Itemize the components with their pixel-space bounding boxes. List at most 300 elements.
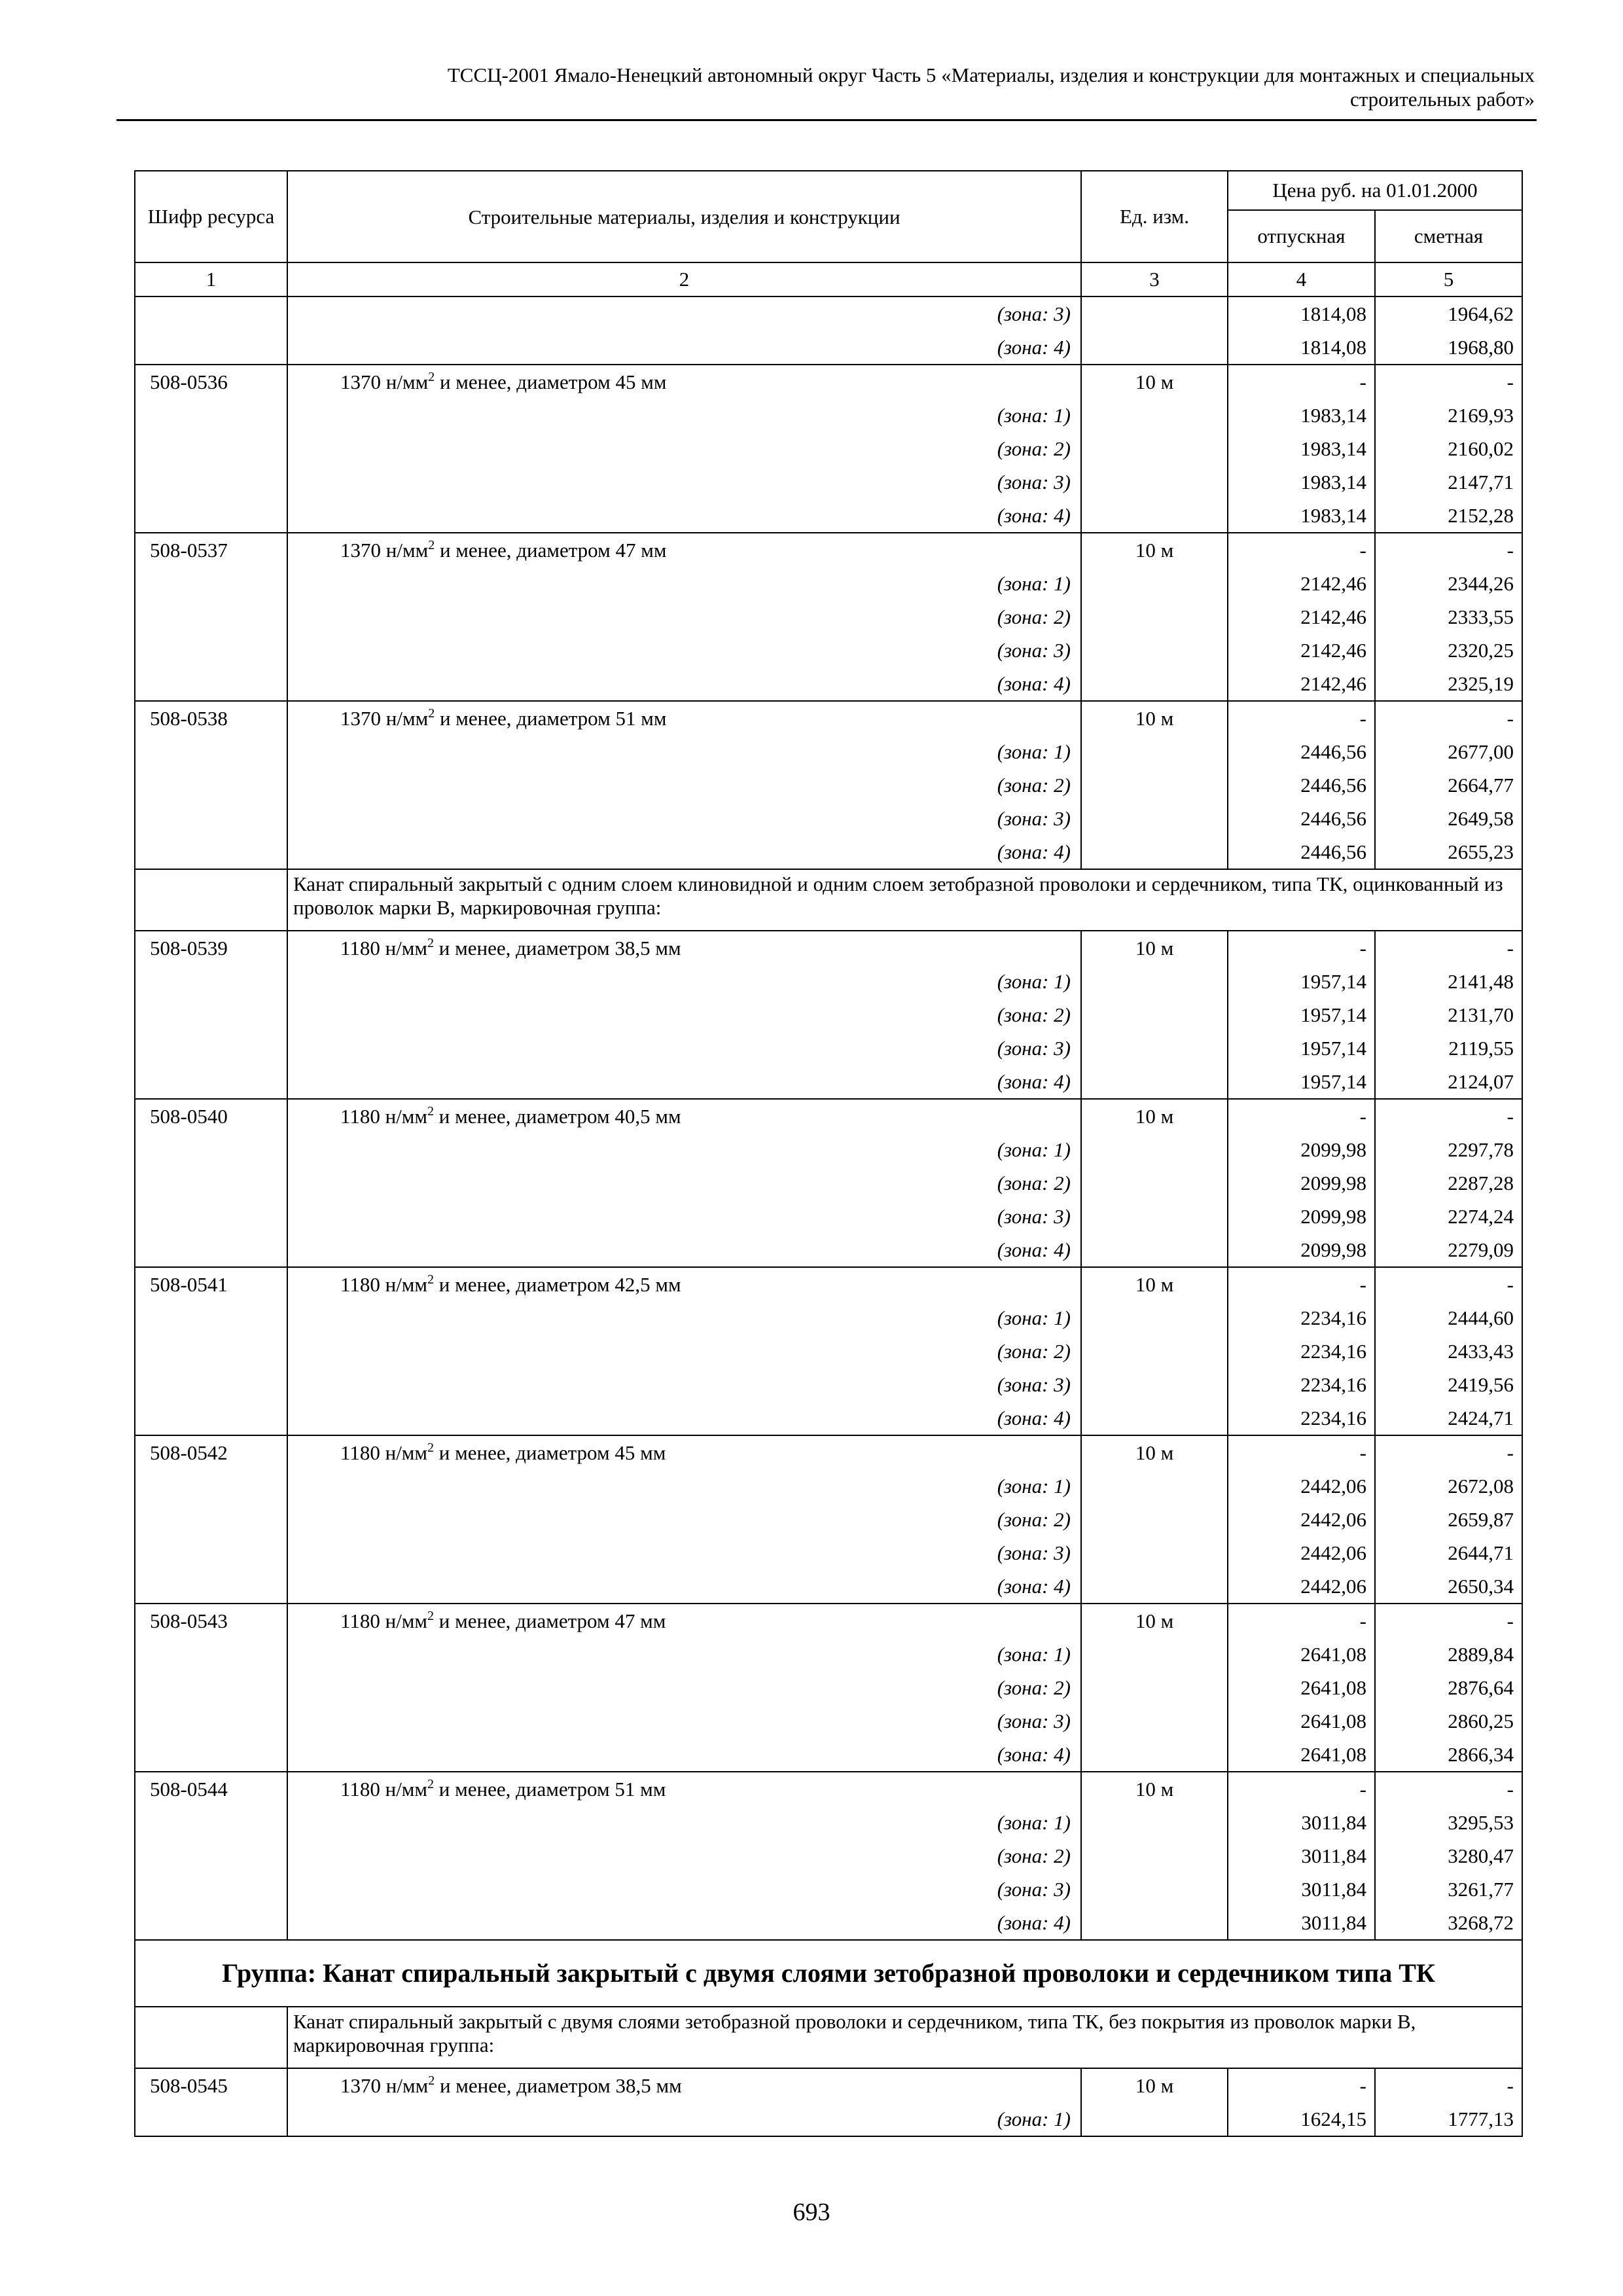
item-row (135, 2068, 1522, 2102)
item-name-diameter: и менее, диаметром 47 мм (434, 1609, 666, 1632)
estimate-price: 2274,24 (1375, 1200, 1522, 1233)
zone-label: (зона: 4) (287, 499, 1081, 533)
code-cell (135, 1704, 287, 1738)
estimate-price: 1777,13 (1375, 2102, 1522, 2136)
zone-row (135, 1806, 1522, 1839)
release-price: - (1228, 931, 1375, 965)
release-price: 1957,14 (1228, 1065, 1375, 1099)
release-price: 2641,08 (1228, 1638, 1375, 1671)
resource-code: 508-0536 (135, 365, 287, 399)
item-name-superscript: 2 (427, 1441, 435, 1455)
zone-row (135, 1200, 1522, 1233)
code-cell (135, 1031, 287, 1065)
unit-cell (1081, 1839, 1228, 1873)
release-price: 2641,08 (1228, 1671, 1375, 1704)
code-cell (135, 802, 287, 835)
release-price: 2142,46 (1228, 567, 1375, 600)
release-price: 2442,06 (1228, 1536, 1375, 1570)
unit-cell (1081, 1671, 1228, 1704)
header-release-price: отпускная (1228, 210, 1375, 262)
release-price: - (1228, 1604, 1375, 1638)
release-price: 2142,46 (1228, 634, 1375, 667)
header-col-number: 5 (1375, 262, 1522, 296)
resource-code: 508-0544 (135, 1772, 287, 1806)
zone-row (135, 465, 1522, 499)
zone-label: (зона: 1) (287, 399, 1081, 432)
code-cell (135, 2007, 287, 2068)
section-description: Канат спиральный закрытый с одним слоем клиновидной и одним слоем зетобразной проволоки и сердечником, типа ТК, оцинкованный из проволок марки В, маркировочная группа: (287, 869, 1522, 931)
zone-row (135, 634, 1522, 667)
zone-label: (зона: 2) (287, 1335, 1081, 1368)
item-name-superscript: 2 (428, 706, 435, 721)
estimate-price: 2424,71 (1375, 1401, 1522, 1435)
code-cell (135, 1671, 287, 1704)
estimate-price: 2320,25 (1375, 634, 1522, 667)
zone-label: (зона: 3) (287, 1536, 1081, 1570)
code-cell (135, 1065, 287, 1099)
estimate-price: 2866,34 (1375, 1738, 1522, 1772)
unit-cell (1081, 600, 1228, 634)
item-name-strength: 1370 н/мм (340, 707, 429, 730)
release-price: 2442,06 (1228, 1570, 1375, 1604)
unit-cell (1081, 465, 1228, 499)
item-name (287, 1435, 1081, 1469)
code-cell (135, 600, 287, 634)
unit-cell (1081, 296, 1228, 331)
zone-row (135, 331, 1522, 365)
release-price: - (1228, 365, 1375, 399)
release-price: 2142,46 (1228, 600, 1375, 634)
running-header (118, 63, 1535, 111)
item-name-superscript: 2 (428, 2073, 435, 2088)
estimate-price: - (1375, 931, 1522, 965)
unit-of-measure: 10 м (1081, 701, 1228, 735)
resource-code: 508-0537 (135, 533, 287, 567)
zone-row (135, 600, 1522, 634)
zone-row (135, 1873, 1522, 1906)
estimate-price: - (1375, 1267, 1522, 1301)
header-col-number: 2 (287, 262, 1081, 296)
unit-cell (1081, 1469, 1228, 1503)
code-cell (135, 1738, 287, 1772)
unit-cell (1081, 1368, 1228, 1401)
item-row (135, 1099, 1522, 1133)
release-price: 3011,84 (1228, 1806, 1375, 1839)
estimate-price: - (1375, 701, 1522, 735)
page-number: 693 (793, 2198, 830, 2226)
zone-label: (зона: 2) (287, 998, 1081, 1031)
zone-row (135, 735, 1522, 768)
estimate-price: 3261,77 (1375, 1873, 1522, 1906)
estimate-price: 2119,55 (1375, 1031, 1522, 1065)
zone-row (135, 1335, 1522, 1368)
zone-label: (зона: 2) (287, 1503, 1081, 1536)
zone-label: (зона: 3) (287, 1200, 1081, 1233)
header-col-number: 1 (135, 262, 287, 296)
estimate-price: - (1375, 1772, 1522, 1806)
item-name-strength: 1180 н/мм (340, 1441, 428, 1464)
code-cell (135, 1638, 287, 1671)
estimate-price: 2419,56 (1375, 1368, 1522, 1401)
estimate-price: - (1375, 1604, 1522, 1638)
zone-label: (зона: 1) (287, 1301, 1081, 1335)
unit-cell (1081, 802, 1228, 835)
section-row (135, 2007, 1522, 2068)
resource-code: 508-0545 (135, 2068, 287, 2102)
zone-label: (зона: 2) (287, 1671, 1081, 1704)
item-name-strength: 1370 н/мм (340, 539, 429, 562)
item-name (287, 365, 1081, 399)
unit-of-measure: 10 м (1081, 1772, 1228, 1806)
release-price: 1983,14 (1228, 432, 1375, 465)
code-cell (135, 1839, 287, 1873)
price-table-header (135, 171, 1522, 296)
code-cell (135, 432, 287, 465)
estimate-price: 2169,93 (1375, 399, 1522, 432)
zone-row (135, 499, 1522, 533)
code-cell (135, 296, 287, 331)
resource-code: 508-0541 (135, 1267, 287, 1301)
item-row (135, 1267, 1522, 1301)
release-price: 2442,06 (1228, 1503, 1375, 1536)
estimate-price: 2279,09 (1375, 1233, 1522, 1267)
unit-cell (1081, 1806, 1228, 1839)
item-row (135, 1772, 1522, 1806)
resource-code: 508-0538 (135, 701, 287, 735)
item-name-strength: 1180 н/мм (340, 937, 428, 960)
header-name: Строительные материалы, изделия и конструкции (287, 171, 1081, 262)
code-cell (135, 835, 287, 869)
item-row (135, 701, 1522, 735)
release-price: 1983,14 (1228, 499, 1375, 533)
release-price: 2099,98 (1228, 1200, 1375, 1233)
zone-label: (зона: 3) (287, 1031, 1081, 1065)
code-cell (135, 1166, 287, 1200)
estimate-price: 2124,07 (1375, 1065, 1522, 1099)
release-price: 3011,84 (1228, 1873, 1375, 1906)
item-row (135, 1604, 1522, 1638)
code-cell (135, 1133, 287, 1166)
estimate-price: 2287,28 (1375, 1166, 1522, 1200)
release-price: 2446,56 (1228, 802, 1375, 835)
zone-label: (зона: 3) (287, 634, 1081, 667)
estimate-price: 2344,26 (1375, 567, 1522, 600)
zone-row (135, 1233, 1522, 1267)
group-title: Группа: Канат спиральный закрытый с двумя слоями зетобразной проволоки и сердечником типа ТК (135, 1940, 1522, 2007)
unit-cell (1081, 965, 1228, 998)
header-col-number: 4 (1228, 262, 1375, 296)
estimate-price: - (1375, 2068, 1522, 2102)
unit-of-measure: 10 м (1081, 931, 1228, 965)
item-name-diameter: и менее, диаметром 40,5 мм (434, 1105, 681, 1128)
zone-row (135, 1301, 1522, 1335)
zone-row (135, 1469, 1522, 1503)
release-price: 1983,14 (1228, 465, 1375, 499)
item-name (287, 2068, 1081, 2102)
estimate-price: 2160,02 (1375, 432, 1522, 465)
item-name (287, 1267, 1081, 1301)
zone-label: (зона: 4) (287, 835, 1081, 869)
unit-of-measure: 10 м (1081, 1604, 1228, 1638)
code-cell (135, 667, 287, 701)
zone-label: (зона: 1) (287, 567, 1081, 600)
estimate-price: 2325,19 (1375, 667, 1522, 701)
unit-cell (1081, 1570, 1228, 1604)
unit-cell (1081, 1873, 1228, 1906)
code-cell (135, 768, 287, 802)
estimate-price: - (1375, 533, 1522, 567)
zone-row (135, 998, 1522, 1031)
code-cell (135, 1806, 287, 1839)
unit-cell (1081, 499, 1228, 533)
zone-row (135, 835, 1522, 869)
item-name-superscript: 2 (427, 1777, 435, 1791)
running-header-line-2: строительных работ» (1349, 88, 1535, 111)
estimate-price: 3268,72 (1375, 1906, 1522, 1940)
zone-label: (зона: 3) (287, 296, 1081, 331)
item-name-diameter: и менее, диаметром 42,5 мм (434, 1273, 681, 1296)
estimate-price: 2444,60 (1375, 1301, 1522, 1335)
estimate-price: 2659,87 (1375, 1503, 1522, 1536)
estimate-price: 2141,48 (1375, 965, 1522, 998)
item-name-strength: 1370 н/мм (340, 370, 429, 393)
release-price: 3011,84 (1228, 1906, 1375, 1940)
unit-cell (1081, 331, 1228, 365)
zone-row (135, 1671, 1522, 1704)
code-cell (135, 499, 287, 533)
zone-row (135, 1503, 1522, 1536)
item-name (287, 701, 1081, 735)
release-price: 2234,16 (1228, 1301, 1375, 1335)
zone-label: (зона: 4) (287, 331, 1081, 365)
running-header-line-1: ТССЦ-2001 Ямало-Ненецкий автономный округ Часть 5 «Материалы, изделия и конструкции для монтажных и специальных (447, 63, 1535, 86)
code-cell (135, 465, 287, 499)
unit-of-measure: 10 м (1081, 1267, 1228, 1301)
release-price: 2099,98 (1228, 1133, 1375, 1166)
resource-code: 508-0543 (135, 1604, 287, 1638)
release-price: 2446,56 (1228, 735, 1375, 768)
code-cell (135, 1536, 287, 1570)
release-price: 2442,06 (1228, 1469, 1375, 1503)
estimate-price: 2433,43 (1375, 1335, 1522, 1368)
zone-label: (зона: 1) (287, 965, 1081, 998)
item-name-strength: 1180 н/мм (340, 1778, 428, 1801)
estimate-price: 2152,28 (1375, 499, 1522, 533)
zone-label: (зона: 1) (287, 1806, 1081, 1839)
unit-cell (1081, 432, 1228, 465)
release-price: 1957,14 (1228, 998, 1375, 1031)
price-table-body (135, 296, 1522, 2136)
zone-row (135, 1031, 1522, 1065)
unit-of-measure: 10 м (1081, 533, 1228, 567)
section-row (135, 869, 1522, 931)
zone-label: (зона: 4) (287, 1570, 1081, 1604)
header-col-number: 3 (1081, 262, 1228, 296)
code-cell (135, 1301, 287, 1335)
release-price: 2099,98 (1228, 1233, 1375, 1267)
unit-cell (1081, 1133, 1228, 1166)
item-name (287, 931, 1081, 965)
zone-label: (зона: 3) (287, 1873, 1081, 1906)
code-cell (135, 399, 287, 432)
zone-label: (зона: 2) (287, 1839, 1081, 1873)
release-price: 2234,16 (1228, 1335, 1375, 1368)
zone-row (135, 667, 1522, 701)
release-price: - (1228, 1772, 1375, 1806)
zone-row (135, 1906, 1522, 1940)
zone-label: (зона: 3) (287, 802, 1081, 835)
zone-label: (зона: 1) (287, 2102, 1081, 2136)
unit-cell (1081, 1536, 1228, 1570)
zone-row (135, 432, 1522, 465)
zone-row (135, 1166, 1522, 1200)
release-price: - (1228, 1435, 1375, 1469)
price-table (134, 170, 1523, 2137)
item-name-superscript: 2 (428, 370, 435, 384)
release-price: 2446,56 (1228, 768, 1375, 802)
header-price: Цена руб. на 01.01.2000 (1228, 171, 1522, 210)
zone-label: (зона: 4) (287, 1906, 1081, 1940)
zone-row (135, 1368, 1522, 1401)
estimate-price: 2677,00 (1375, 735, 1522, 768)
code-cell (135, 1368, 287, 1401)
release-price: - (1228, 533, 1375, 567)
zone-label: (зона: 2) (287, 1166, 1081, 1200)
release-price: 1814,08 (1228, 296, 1375, 331)
estimate-price: 2147,71 (1375, 465, 1522, 499)
zone-row (135, 1065, 1522, 1099)
item-name-diameter: и менее, диаметром 47 мм (435, 539, 667, 562)
code-cell (135, 2102, 287, 2136)
code-cell (135, 965, 287, 998)
unit-cell (1081, 399, 1228, 432)
zone-label: (зона: 3) (287, 465, 1081, 499)
item-row (135, 931, 1522, 965)
unit-of-measure: 10 м (1081, 2068, 1228, 2102)
estimate-price: 2664,77 (1375, 768, 1522, 802)
zone-label: (зона: 4) (287, 667, 1081, 701)
estimate-price: - (1375, 1435, 1522, 1469)
unit-cell (1081, 567, 1228, 600)
code-cell (135, 1503, 287, 1536)
release-price: 2446,56 (1228, 835, 1375, 869)
item-name-superscript: 2 (428, 538, 435, 552)
item-name-superscript: 2 (427, 1272, 435, 1287)
release-price: 2099,98 (1228, 1166, 1375, 1200)
zone-label: (зона: 1) (287, 1638, 1081, 1671)
release-price: - (1228, 1099, 1375, 1133)
estimate-price: 2876,64 (1375, 1671, 1522, 1704)
zone-label: (зона: 1) (287, 735, 1081, 768)
estimate-price: 2131,70 (1375, 998, 1522, 1031)
code-cell (135, 1906, 287, 1940)
estimate-price: 2333,55 (1375, 600, 1522, 634)
header-code: Шифр ресурса (135, 171, 287, 262)
item-name (287, 1099, 1081, 1133)
zone-row (135, 1133, 1522, 1166)
unit-cell (1081, 1233, 1228, 1267)
zone-row (135, 399, 1522, 432)
release-price: 1983,14 (1228, 399, 1375, 432)
item-name-strength: 1180 н/мм (340, 1273, 428, 1296)
unit-cell (1081, 1401, 1228, 1435)
unit-cell (1081, 1065, 1228, 1099)
zone-label: (зона: 4) (287, 1738, 1081, 1772)
zone-label: (зона: 4) (287, 1233, 1081, 1267)
estimate-price: - (1375, 365, 1522, 399)
unit-cell (1081, 1200, 1228, 1233)
estimate-price: 3295,53 (1375, 1806, 1522, 1839)
estimate-price: 2655,23 (1375, 835, 1522, 869)
code-cell (135, 735, 287, 768)
zone-row (135, 1401, 1522, 1435)
unit-cell (1081, 1503, 1228, 1536)
code-cell (135, 331, 287, 365)
release-price: 1814,08 (1228, 331, 1375, 365)
zone-label: (зона: 4) (287, 1065, 1081, 1099)
release-price: 2234,16 (1228, 1401, 1375, 1435)
item-name-strength: 1370 н/мм (340, 2074, 429, 2097)
item-name-superscript: 2 (427, 1104, 435, 1119)
zone-row (135, 567, 1522, 600)
zone-row (135, 1738, 1522, 1772)
zone-label: (зона: 4) (287, 1401, 1081, 1435)
zone-label: (зона: 1) (287, 1469, 1081, 1503)
estimate-price: 1968,80 (1375, 331, 1522, 365)
item-name-strength: 1180 н/мм (340, 1105, 428, 1128)
estimate-price: 2649,58 (1375, 802, 1522, 835)
code-cell (135, 1401, 287, 1435)
unit-cell (1081, 667, 1228, 701)
zone-row (135, 1536, 1522, 1570)
section-description: Канат спиральный закрытый с двумя слоями зетобразной проволоки и сердечником, типа ТК, без покрытия из проволок марки В, маркировочная группа: (287, 2007, 1522, 2068)
zone-row (135, 2102, 1522, 2136)
item-name (287, 1772, 1081, 1806)
zone-label: (зона: 2) (287, 600, 1081, 634)
unit-cell (1081, 1738, 1228, 1772)
unit-cell (1081, 1335, 1228, 1368)
unit-cell (1081, 835, 1228, 869)
unit-cell (1081, 1166, 1228, 1200)
code-cell (135, 1335, 287, 1368)
unit-cell (1081, 1301, 1228, 1335)
group-row (135, 1940, 1522, 2007)
item-name-strength: 1180 н/мм (340, 1609, 428, 1632)
item-name (287, 1604, 1081, 1638)
code-cell (135, 1873, 287, 1906)
unit-cell (1081, 1638, 1228, 1671)
unit-of-measure: 10 м (1081, 1099, 1228, 1133)
header-divider (116, 119, 1537, 121)
unit-cell (1081, 735, 1228, 768)
resource-code: 508-0539 (135, 931, 287, 965)
code-cell (135, 1200, 287, 1233)
code-cell (135, 869, 287, 931)
zone-row (135, 296, 1522, 331)
zone-row (135, 768, 1522, 802)
estimate-price: 2644,71 (1375, 1536, 1522, 1570)
zone-row (135, 1839, 1522, 1873)
unit-cell (1081, 998, 1228, 1031)
header-estimate-price: сметная (1375, 210, 1522, 262)
code-cell (135, 567, 287, 600)
zone-label: (зона: 1) (287, 1133, 1081, 1166)
release-price: - (1228, 2068, 1375, 2102)
unit-of-measure: 10 м (1081, 1435, 1228, 1469)
release-price: 2234,16 (1228, 1368, 1375, 1401)
zone-label: (зона: 3) (287, 1704, 1081, 1738)
item-name-superscript: 2 (427, 936, 435, 950)
